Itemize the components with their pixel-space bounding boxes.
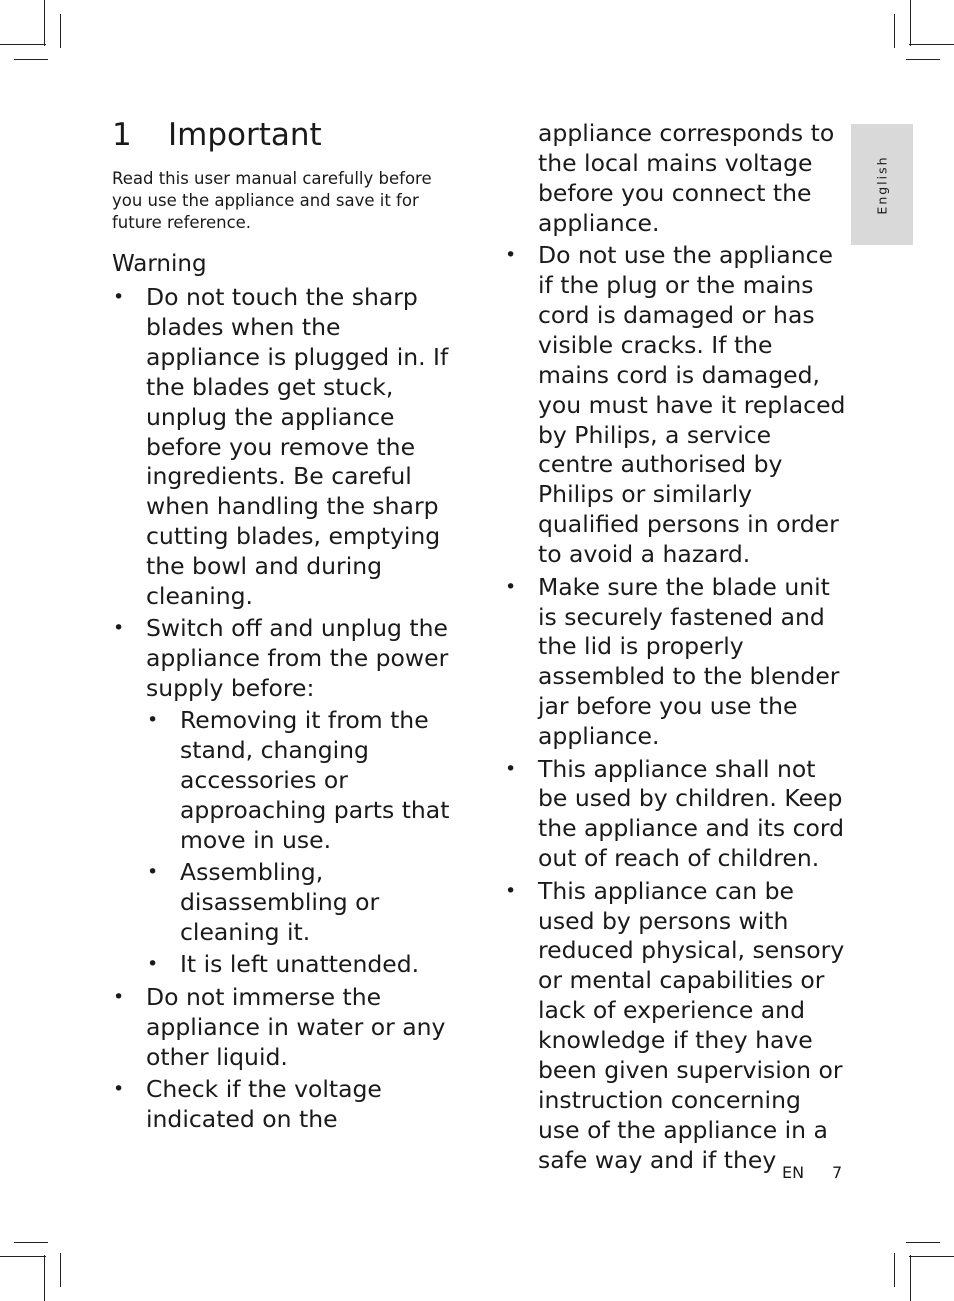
section-title-text: Important (168, 117, 322, 153)
section-number: 1 (112, 117, 132, 153)
warning-item: • Do not use the appliance if the plug or the mains cord is damaged or has visible cracks. If the mains cord is damaged, you must have it replaced by Philips, a service centre authorised by Philips or similarly qualified persons in order to avoid a hazard. (504, 241, 849, 570)
continued-text: appliance corresponds to the local mains voltage before you connect the appliance. (538, 119, 835, 237)
crop-mark (44, 1255, 45, 1301)
warning-item: • Check if the voltage indicated on the (112, 1075, 457, 1135)
crop-mark (60, 1253, 61, 1287)
sub-item: • Assembling, disassembling or cleaning it. (146, 858, 457, 948)
crop-mark (894, 1253, 895, 1287)
warning-heading: Warning (112, 251, 207, 277)
right-column (504, 119, 849, 1178)
sub-list (146, 706, 457, 980)
warning-item: • This appliance shall not be used by children. Keep the appliance and its cord out of reach of children. (504, 755, 849, 875)
language-tab (851, 124, 913, 245)
crop-mark (910, 0, 911, 46)
crop-mark (14, 1242, 48, 1243)
language-tab-label: English (874, 154, 890, 215)
crop-mark (906, 59, 940, 60)
left-column (112, 283, 457, 1137)
footer-language-code: EN (782, 1163, 805, 1182)
warning-list (112, 283, 457, 1135)
crop-mark (14, 59, 48, 60)
section-title (112, 117, 322, 153)
crop-mark (906, 1242, 940, 1243)
sub-item: • It is left unattended. (146, 950, 457, 980)
warning-item: • Switch off and unplug the appliance from the power supply before: • Removing it from the stand, changing accessories or approaching parts that move in use. • Assembling, disassembling or cleaning it. • It is left unattended. (112, 614, 457, 980)
crop-mark (60, 14, 61, 48)
crop-mark (909, 44, 954, 45)
crop-mark (909, 1256, 954, 1257)
crop-mark (894, 14, 895, 48)
crop-mark (44, 0, 45, 46)
warning-list-continued (504, 241, 849, 1176)
page-number: 7 (832, 1163, 843, 1182)
crop-mark (0, 44, 46, 45)
crop-mark (910, 1255, 911, 1301)
intro-paragraph: Read this user manual carefully before you use the appliance and save it for future reference. (112, 169, 432, 232)
warning-item: • This appliance can be used by persons with reduced physical, sensory or mental capabilities or lack of experience and knowledge if they have been given supervision or instruction concerning use of the appliance in a safe way and if they (504, 877, 849, 1176)
crop-mark (0, 1256, 46, 1257)
sub-item: • Removing it from the stand, changing accessories or approaching parts that move in use. (146, 706, 457, 856)
warning-item: • Do not immerse the appliance in water or any other liquid. (112, 983, 457, 1073)
warning-item: • Make sure the blade unit is securely fastened and the lid is properly assembled to the blender jar before you use the appliance. (504, 573, 849, 752)
warning-item: • Do not touch the sharp blades when the appliance is plugged in. If the blades get stuck, unplug the appliance before you remove the ingredients. Be careful when handling the sharp cutting blades, emptying the bowl and during cleaning. (112, 283, 457, 612)
